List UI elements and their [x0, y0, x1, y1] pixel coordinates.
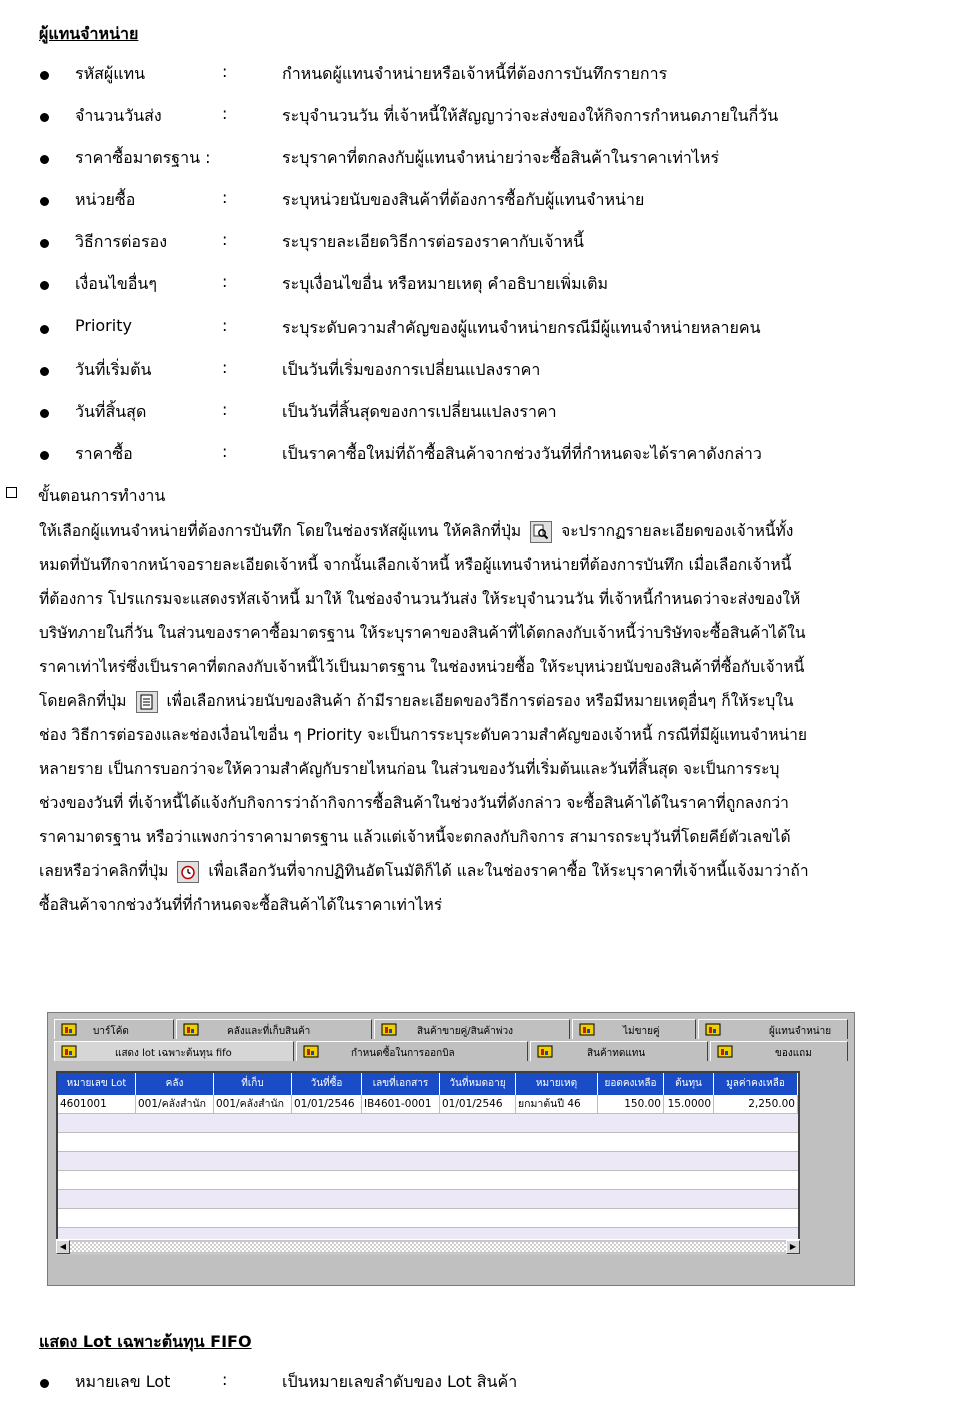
tab-label: แสดง lot เฉพาะต้นทุน fifo — [115, 1048, 232, 1059]
column-header[interactable]: ต้นทุน — [664, 1073, 714, 1095]
field-colon: : — [222, 400, 228, 419]
field-desc: เป็นราคาซื้อใหม่ที่ถ้าซื้อสินค้าจากช่วงวันที่ที่กำหนดจะได้ราคาดังกล่าว — [282, 444, 762, 463]
folder-icon — [579, 1022, 595, 1036]
tab-agent[interactable] — [698, 1019, 848, 1039]
tab-fifo-lot[interactable] — [54, 1041, 294, 1061]
paragraph-text: เพื่อเลือกวันที่จากปฏิทินอัตโนมัติก็ได้ และในช่องราคาซื้อ ให้ระบุราคาที่เจ้าหนี้แจ้งมาว่าถ้า — [208, 862, 809, 880]
field-name: เงื่อนไขอื่นๆ — [75, 274, 157, 293]
field-colon: : — [222, 104, 228, 123]
bullet-icon — [40, 1379, 49, 1388]
table-cell[interactable]: 15.0000 — [664, 1095, 714, 1114]
tab-label: ของแถม — [775, 1048, 812, 1059]
field-colon: : — [222, 272, 228, 291]
empty-table-row[interactable] — [58, 1133, 798, 1152]
bullet-icon — [40, 155, 49, 164]
search-lookup-icon[interactable] — [530, 521, 552, 543]
table-cell[interactable]: 01/01/2546 — [292, 1095, 362, 1114]
field-colon: : — [222, 230, 228, 249]
field-desc: ระบุจำนวนวัน ที่เจ้าหนี้ให้สัญญาว่าจะส่งของให้กิจการกำหนดภายในกี่วัน — [282, 106, 779, 125]
scroll-left-icon[interactable]: ◀ — [56, 1240, 70, 1254]
tab-label: บาร์โค้ด — [93, 1026, 129, 1037]
empty-table-row[interactable] — [58, 1209, 798, 1228]
item-detail-window — [47, 1012, 855, 1286]
table-cell[interactable]: 2,250.00 — [714, 1095, 798, 1114]
empty-table-row[interactable] — [58, 1190, 798, 1209]
folder-icon — [183, 1022, 199, 1036]
tab-label: ไม่ขายคู่ — [623, 1026, 660, 1037]
column-header[interactable]: เลขที่เอกสาร — [362, 1073, 440, 1095]
field-desc: ระบุราคาที่ตกลงกับผู้แทนจำหน่ายว่าจะซื้อสินค้าในราคาเท่าไหร่ — [282, 148, 720, 167]
column-header[interactable]: วันที่หมดอายุ — [440, 1073, 516, 1095]
paragraph-line — [39, 858, 809, 883]
paragraph-line: หลายราย เป็นการบอกว่าจะให้ความสำคัญกับรายไหนก่อน ในส่วนของวันที่เริ่มต้นและวันที่สิ้นสุด จะเป็นการระบุ — [39, 760, 780, 778]
field-colon: : — [222, 316, 228, 335]
tab-paired-products[interactable] — [374, 1019, 570, 1039]
column-header[interactable]: หมายเหตุ — [516, 1073, 598, 1095]
tab-label: กำหนดซื้อในการออกบิล — [351, 1048, 455, 1059]
field-colon: : — [222, 442, 228, 461]
tab-free-gift[interactable] — [710, 1041, 848, 1061]
scrollbar-track[interactable] — [70, 1242, 786, 1252]
column-header[interactable]: ที่เก็บ — [214, 1073, 292, 1095]
paragraph-text: จะปรากฏรายละเอียดของเจ้าหนี้ทั้ง — [561, 522, 794, 540]
unit-list-icon[interactable] — [136, 691, 158, 713]
steps-heading: ขั้นตอนการทำงาน — [38, 486, 166, 505]
field-colon: : — [222, 188, 228, 207]
table-cell[interactable]: 4601001 — [58, 1095, 136, 1114]
table-cell[interactable]: ยกมาต้นปี 46 — [516, 1095, 598, 1114]
table-cell[interactable]: IB4601-0001 — [362, 1095, 440, 1114]
field-colon: : — [222, 62, 228, 81]
bullet-icon — [40, 71, 49, 80]
tab-label: คลังและที่เก็บสินค้า — [227, 1026, 311, 1037]
tab-label: สินค้าทดแทน — [587, 1048, 646, 1059]
tab-billing-purchase[interactable] — [296, 1041, 528, 1061]
bullet-icon — [40, 197, 49, 206]
field-colon: : — [222, 358, 228, 377]
calendar-clock-icon[interactable] — [177, 861, 199, 883]
field-name: ราคาซื้อมาตรฐาน : — [75, 148, 211, 167]
field-desc: ระบุเงื่อนไขอื่น หรือหมายเหตุ คำอธิบายเพิ่มเติม — [282, 274, 609, 293]
field-desc: ระบุรายละเอียดวิธีการต่อรองราคากับเจ้าหนี้ — [282, 232, 584, 251]
empty-table-row[interactable] — [58, 1114, 798, 1133]
paragraph-line — [39, 688, 794, 713]
column-header[interactable]: วันที่ซื้อ — [292, 1073, 362, 1095]
folder-icon — [61, 1022, 77, 1036]
empty-table-row[interactable] — [58, 1152, 798, 1171]
field-name: ราคาซื้อ — [75, 444, 133, 463]
table-cell[interactable]: 01/01/2546 — [440, 1095, 516, 1114]
paragraph-text: ให้เลือกผู้แทนจำหน่ายที่ต้องการบันทึก โดยในช่องรหัสผู้แทน ให้คลิกที่ปุ่ม — [39, 522, 522, 540]
paragraph-line: ช่วงของวันที่ ที่เจ้าหนี้ได้แจ้งกับกิจการว่าถ้ากิจการซื้อสินค้าในช่วงวันที่ดังกล่าว จะซื้อสินค้าได้ในราคาที่ถูกลงกว่า — [39, 794, 789, 812]
tab-not-paired[interactable] — [572, 1019, 696, 1039]
paragraph-line: ราคาเท่าไหร่ซึ่งเป็นราคาที่ตกลงกับเจ้าหนี้ไว้เป็นมาตรฐาน ในช่องหน่วยซื้อ ให้ระบุหน่วยนับของสินค้าที่ซื้อกับเจ้าหนี้ — [39, 658, 805, 676]
agent-section-title: ผู้แทนจำหน่าย — [39, 24, 139, 43]
table-cell[interactable]: 001/คลังสำนัก — [214, 1095, 292, 1114]
paragraph-text: เพื่อเลือกหน่วยนับของสินค้า ถ้ามีรายละเอียดของวิธีการต่อรอง หรือมีหมายเหตุอื่นๆ ก็ให้ระบุใน — [166, 692, 794, 710]
field-name: หน่วยซื้อ — [75, 190, 136, 209]
paragraph-line: หมดที่บันทึกจากหน้าจอรายละเอียดเจ้าหนี้ จากนั้นเลือกเจ้าหนี้ หรือผู้แทนจำหน่ายที่ต้องการบันทึก เมื่อเลือกเจ้าหนี้ — [39, 556, 792, 574]
field-desc: เป็นหมายเลขลำดับของ Lot สินค้า — [282, 1372, 518, 1391]
bullet-icon — [40, 367, 49, 376]
lot-section-title: แสดง Lot เฉพาะต้นทุน FIFO — [39, 1332, 252, 1351]
lot-grid — [56, 1071, 800, 1255]
tab-barcode[interactable] — [54, 1019, 174, 1039]
tab-warehouse[interactable] — [176, 1019, 372, 1039]
column-header[interactable]: มูลค่าคงเหลือ — [714, 1073, 798, 1095]
table-cell[interactable]: 001/คลังสำนัก — [136, 1095, 214, 1114]
field-name: วันที่เริ่มต้น — [75, 360, 152, 379]
folder-icon — [381, 1022, 397, 1036]
scroll-right-icon[interactable]: ▶ — [786, 1240, 800, 1254]
bullet-icon — [40, 451, 49, 460]
field-desc: ระบุระดับความสำคัญของผู้แทนจำหน่ายกรณีมีผู้แทนจำหน่ายหลายคน — [282, 318, 761, 337]
folder-icon — [705, 1022, 721, 1036]
empty-table-row[interactable] — [58, 1171, 798, 1190]
bullet-icon — [40, 239, 49, 248]
field-name: หมายเลข Lot — [75, 1372, 171, 1391]
field-name: Priority — [75, 316, 132, 335]
field-name: จำนวนวันส่ง — [75, 106, 162, 125]
bullet-icon — [40, 113, 49, 122]
bullet-icon — [40, 409, 49, 418]
tab-label: ผู้แทนจำหน่าย — [769, 1026, 832, 1037]
tab-label: สินค้าขายคู่/สินค้าพ่วง — [417, 1026, 513, 1037]
field-desc: กำหนดผู้แทนจำหน่ายหรือเจ้าหนี้ที่ต้องการบันทึกรายการ — [282, 64, 668, 83]
field-name: วิธีการต่อรอง — [75, 232, 168, 251]
folder-icon — [303, 1044, 319, 1058]
table-cell[interactable]: 150.00 — [598, 1095, 664, 1114]
folder-icon — [717, 1044, 733, 1058]
bullet-icon — [40, 281, 49, 290]
column-header[interactable]: ยอดคงเหลือ — [598, 1073, 664, 1095]
field-colon: : — [222, 1370, 228, 1389]
paragraph-text: เลยหรือว่าคลิกที่ปุ่ม — [39, 862, 169, 880]
paragraph-line: ที่ต้องการ โปรแกรมจะแสดงรหัสเจ้าหนี้ มาให้ ในช่องจำนวนวันส่ง ให้ระบุจำนวนวัน ที่เจ้าหนี้กำหนดว่าจะส่งของให้ — [39, 590, 801, 608]
field-name: วันที่สิ้นสุด — [75, 402, 147, 421]
field-desc: ระบุหน่วยนับของสินค้าที่ต้องการซื้อกับผู้แทนจำหน่าย — [282, 190, 645, 209]
field-name: รหัสผู้แทน — [75, 64, 146, 83]
paragraph-line: บริษัทภายในกี่วัน ในส่วนของราคาซื้อมาตรฐาน ให้ระบุราคาของสินค้าที่ได้ตกลงกับเจ้าหนี้ว่าบริษัทจะซื้อสินค้าได้ใน — [39, 624, 806, 642]
paragraph-line: ราคามาตรฐาน หรือว่าแพงกว่าราคามาตรฐาน แล้วแต่เจ้าหนี้จะตกลงกับกิจการ สามารถระบุวันที่โดยคีย์ตัวเลขได้ — [39, 828, 791, 846]
folder-icon — [537, 1044, 553, 1058]
tab-substitute[interactable] — [530, 1041, 708, 1061]
paragraph-line: ช่อง วิธีการต่อรองและช่องเงื่อนไขอื่น ๆ Priority จะเป็นการระบุระดับความสำคัญของเจ้าหนี้ กรณีที่มีผู้แทนจำหน่าย — [39, 726, 808, 744]
paragraph-text: โดยคลิกที่ปุ่ม — [39, 692, 127, 710]
paragraph-line — [39, 518, 793, 543]
horizontal-scrollbar[interactable] — [56, 1239, 800, 1255]
column-header[interactable]: หมายเลข Lot — [58, 1073, 136, 1095]
checkbox-bullet-icon — [6, 487, 17, 498]
column-header[interactable]: คลัง — [136, 1073, 214, 1095]
field-desc: เป็นวันที่สิ้นสุดของการเปลี่ยนแปลงราคา — [282, 402, 557, 421]
folder-icon — [61, 1044, 77, 1058]
paragraph-line: ซื้อสินค้าจากช่วงวันที่ที่กำหนดจะซื้อสินค้าได้ในราคาเท่าไหร่ — [39, 896, 443, 914]
bullet-icon — [40, 325, 49, 334]
field-desc: เป็นวันที่เริ่มของการเปลี่ยนแปลงราคา — [282, 360, 541, 379]
